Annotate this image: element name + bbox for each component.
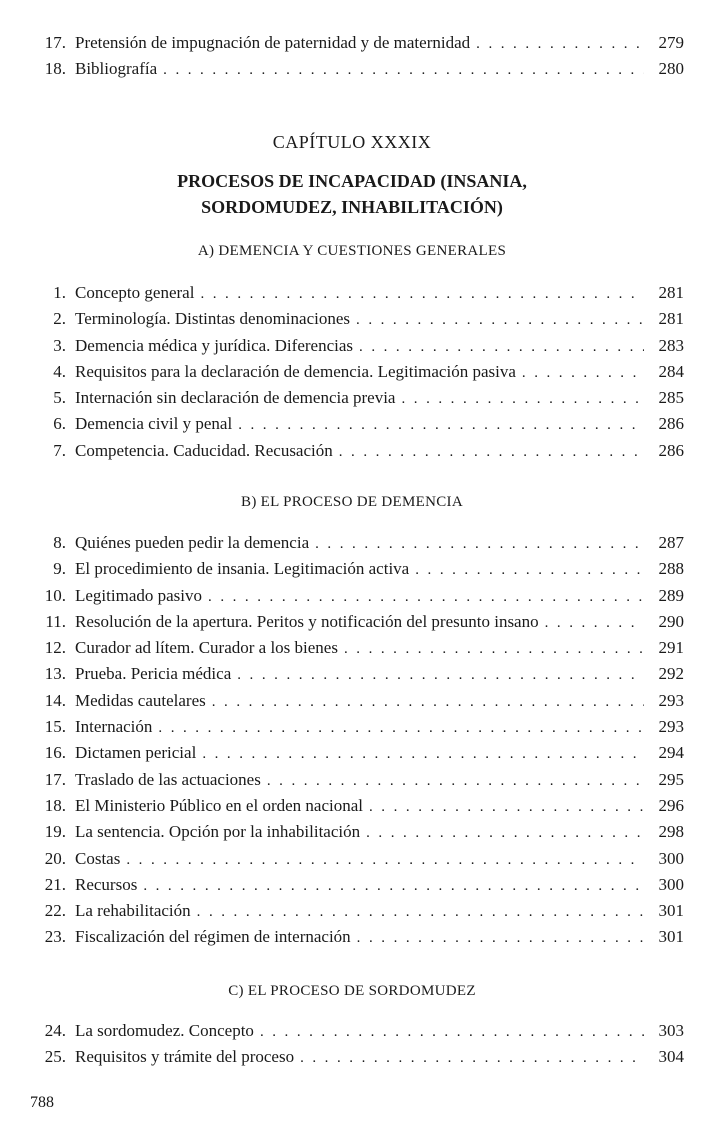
dot-leader xyxy=(415,557,644,583)
entry-page: 290 xyxy=(658,611,684,631)
entry-number: 18. xyxy=(44,795,66,815)
entry-number: 17. xyxy=(44,769,66,789)
entry-title: Traslado de las actuaciones xyxy=(75,769,261,789)
entry-number: 3. xyxy=(53,335,66,355)
toc-entry xyxy=(30,1044,684,1070)
entry-page: 300 xyxy=(658,848,684,868)
chapter-title xyxy=(0,168,704,220)
entry-title: Requisitos y trámite del proceso xyxy=(75,1047,295,1067)
entry-number: 14. xyxy=(44,690,66,710)
entry-number: 19. xyxy=(44,822,66,842)
toc-entry xyxy=(30,530,684,556)
entry-page: 286 xyxy=(658,440,684,460)
dot-leader xyxy=(356,307,644,333)
entry-title: Competencia. Caducidad. Recusación xyxy=(75,440,333,460)
chapter-title-line-1: PROCESOS DE INCAPACIDAD (INSANIA, xyxy=(177,171,527,191)
entry-number: 15. xyxy=(44,717,66,737)
toc-entry xyxy=(30,661,684,687)
chapter-label: CAPÍTULO XXXIX xyxy=(272,132,432,152)
entry-page: 296 xyxy=(658,795,684,815)
entry-title: Demencia médica y jurídica. Diferencias xyxy=(75,335,354,355)
toc-entry xyxy=(30,359,684,385)
entry-page: 279 xyxy=(658,33,684,52)
entry-page: 295 xyxy=(658,769,684,789)
entry-page: 303 xyxy=(658,1021,684,1040)
entry-title: Fiscalización del régimen de internación xyxy=(75,927,351,947)
dot-leader xyxy=(208,584,644,610)
dot-leader xyxy=(369,794,644,820)
entry-number: 2. xyxy=(53,309,66,329)
entry-number: 10. xyxy=(44,585,66,605)
toc-entry xyxy=(30,583,684,609)
toc-entry xyxy=(30,306,684,332)
entry-number: 4. xyxy=(53,361,66,381)
dot-leader xyxy=(163,57,644,83)
entry-title: El Ministerio Público en el orden nacional xyxy=(75,795,363,815)
entry-number: 7. xyxy=(53,440,66,460)
entry-page: 285 xyxy=(658,388,684,408)
entry-number: 6. xyxy=(53,414,66,434)
dot-leader xyxy=(143,873,644,899)
entry-page: 281 xyxy=(658,283,684,302)
toc-entry xyxy=(30,333,684,359)
toc-entry xyxy=(30,609,684,635)
entry-title: Prueba. Pericia médica xyxy=(75,664,232,684)
entry-number: 13. xyxy=(44,664,66,684)
chapter-title-line-2: SORDOMUDEZ, INHABILITACIÓN) xyxy=(201,197,503,217)
entry-title: Quiénes pueden pedir la demencia xyxy=(75,533,310,552)
entry-title: Requisitos para la declaración de demencia. Legitimación pasiva xyxy=(75,361,516,381)
entry-number: 17. xyxy=(44,33,66,52)
page-folio: 788 xyxy=(30,1094,54,1111)
toc-list-section-c xyxy=(30,1018,684,1071)
entry-number: 20. xyxy=(44,848,66,868)
dot-leader xyxy=(315,531,644,557)
toc-entry xyxy=(30,56,684,82)
dot-leader xyxy=(339,439,644,465)
toc-entry xyxy=(30,635,684,661)
toc-entry xyxy=(30,846,684,872)
toc-entry xyxy=(30,740,684,766)
dot-leader xyxy=(401,386,644,412)
entry-title: Bibliografía xyxy=(75,59,158,79)
entry-title: Internación sin declaración de demencia previa xyxy=(75,388,396,408)
entry-title: Legitimado pasivo xyxy=(75,585,203,605)
entry-page: 284 xyxy=(658,361,684,381)
entry-title: Costas xyxy=(75,848,121,868)
entry-title: Concepto general xyxy=(75,283,195,302)
entry-title: Resolución de la apertura. Peritos y notificación del presunto insano xyxy=(75,611,539,631)
toc-entry xyxy=(30,819,684,845)
dot-leader xyxy=(200,281,644,307)
dot-leader xyxy=(158,715,644,741)
toc-entry xyxy=(30,688,684,714)
toc-entry xyxy=(30,30,684,56)
dot-leader xyxy=(300,1045,644,1071)
entry-title: Terminología. Distintas denominaciones xyxy=(75,309,351,329)
dot-leader xyxy=(126,847,644,873)
entry-number: 18. xyxy=(44,59,66,79)
toc-entry xyxy=(30,385,684,411)
dot-leader xyxy=(202,741,644,767)
section-heading-b: B) EL PROCESO DE DEMENCIA xyxy=(241,494,463,510)
entry-number: 22. xyxy=(44,901,66,921)
entry-title: Internación xyxy=(75,717,153,737)
toc-list-top xyxy=(30,30,684,83)
entry-title: Recursos xyxy=(75,874,138,894)
entry-title: Dictamen pericial xyxy=(75,743,197,763)
dot-leader xyxy=(522,360,644,386)
entry-title: Pretensión de impugnación de paternidad y de maternidad xyxy=(75,33,471,52)
entry-title: Medidas cautelares xyxy=(75,690,206,710)
dot-leader xyxy=(267,768,644,794)
section-heading-a: A) DEMENCIA Y CUESTIONES GENERALES xyxy=(197,243,507,259)
dot-leader xyxy=(476,31,644,57)
entry-page: 301 xyxy=(658,927,684,947)
toc-entry xyxy=(30,714,684,740)
entry-page: 291 xyxy=(658,638,684,658)
entry-number: 16. xyxy=(44,743,66,763)
entry-title: La sordomudez. Concepto xyxy=(75,1021,254,1040)
dot-leader xyxy=(359,334,644,360)
toc-entry xyxy=(30,872,684,898)
entry-page: 301 xyxy=(658,901,684,921)
entry-page: 292 xyxy=(658,664,684,684)
entry-number: 11. xyxy=(45,611,66,631)
dot-leader xyxy=(260,1019,644,1045)
toc-entry xyxy=(30,1018,684,1044)
toc-entry xyxy=(30,898,684,924)
entry-title: La rehabilitación xyxy=(75,901,191,921)
entry-number: 12. xyxy=(44,638,66,658)
toc-entry xyxy=(30,411,684,437)
dot-leader xyxy=(357,925,644,951)
entry-page: 298 xyxy=(658,822,684,842)
dot-leader xyxy=(212,689,644,715)
entry-number: 24. xyxy=(44,1021,66,1040)
entry-page: 280 xyxy=(658,59,684,79)
entry-page: 283 xyxy=(658,335,684,355)
dot-leader xyxy=(237,662,644,688)
entry-page: 293 xyxy=(658,717,684,737)
entry-number: 8. xyxy=(53,533,66,552)
entry-number: 21. xyxy=(44,874,66,894)
entry-title: El procedimiento de insania. Legitimación activa xyxy=(75,559,410,579)
entry-page: 288 xyxy=(658,559,684,579)
toc-entry xyxy=(30,438,684,464)
toc-entry xyxy=(30,924,684,950)
dot-leader xyxy=(197,899,644,925)
entry-title: Demencia civil y penal xyxy=(75,414,233,434)
dot-leader xyxy=(545,610,644,636)
entry-page: 287 xyxy=(658,533,684,552)
entry-number: 1. xyxy=(53,283,66,302)
entry-page: 300 xyxy=(658,874,684,894)
entry-number: 9. xyxy=(53,559,66,579)
entry-page: 281 xyxy=(658,309,684,329)
toc-entry xyxy=(30,793,684,819)
toc-entry xyxy=(30,556,684,582)
entry-page: 286 xyxy=(658,414,684,434)
toc-list-section-a xyxy=(30,280,684,464)
dot-leader xyxy=(238,412,644,438)
entry-number: 5. xyxy=(53,388,66,408)
toc-entry xyxy=(30,767,684,793)
entry-page: 294 xyxy=(658,743,684,763)
dot-leader xyxy=(344,636,644,662)
toc-list-section-b xyxy=(30,530,684,951)
entry-title: Curador ad lítem. Curador a los bienes xyxy=(75,638,338,658)
toc-entry xyxy=(30,280,684,306)
section-heading-c: C) EL PROCESO DE SORDOMUDEZ xyxy=(228,983,476,999)
entry-number: 23. xyxy=(44,927,66,947)
entry-title: La sentencia. Opción por la inhabilitación xyxy=(75,822,361,842)
entry-page: 304 xyxy=(658,1047,684,1067)
entry-page: 289 xyxy=(658,585,684,605)
entry-page: 293 xyxy=(658,690,684,710)
dot-leader xyxy=(366,820,644,846)
entry-number: 25. xyxy=(44,1047,66,1067)
